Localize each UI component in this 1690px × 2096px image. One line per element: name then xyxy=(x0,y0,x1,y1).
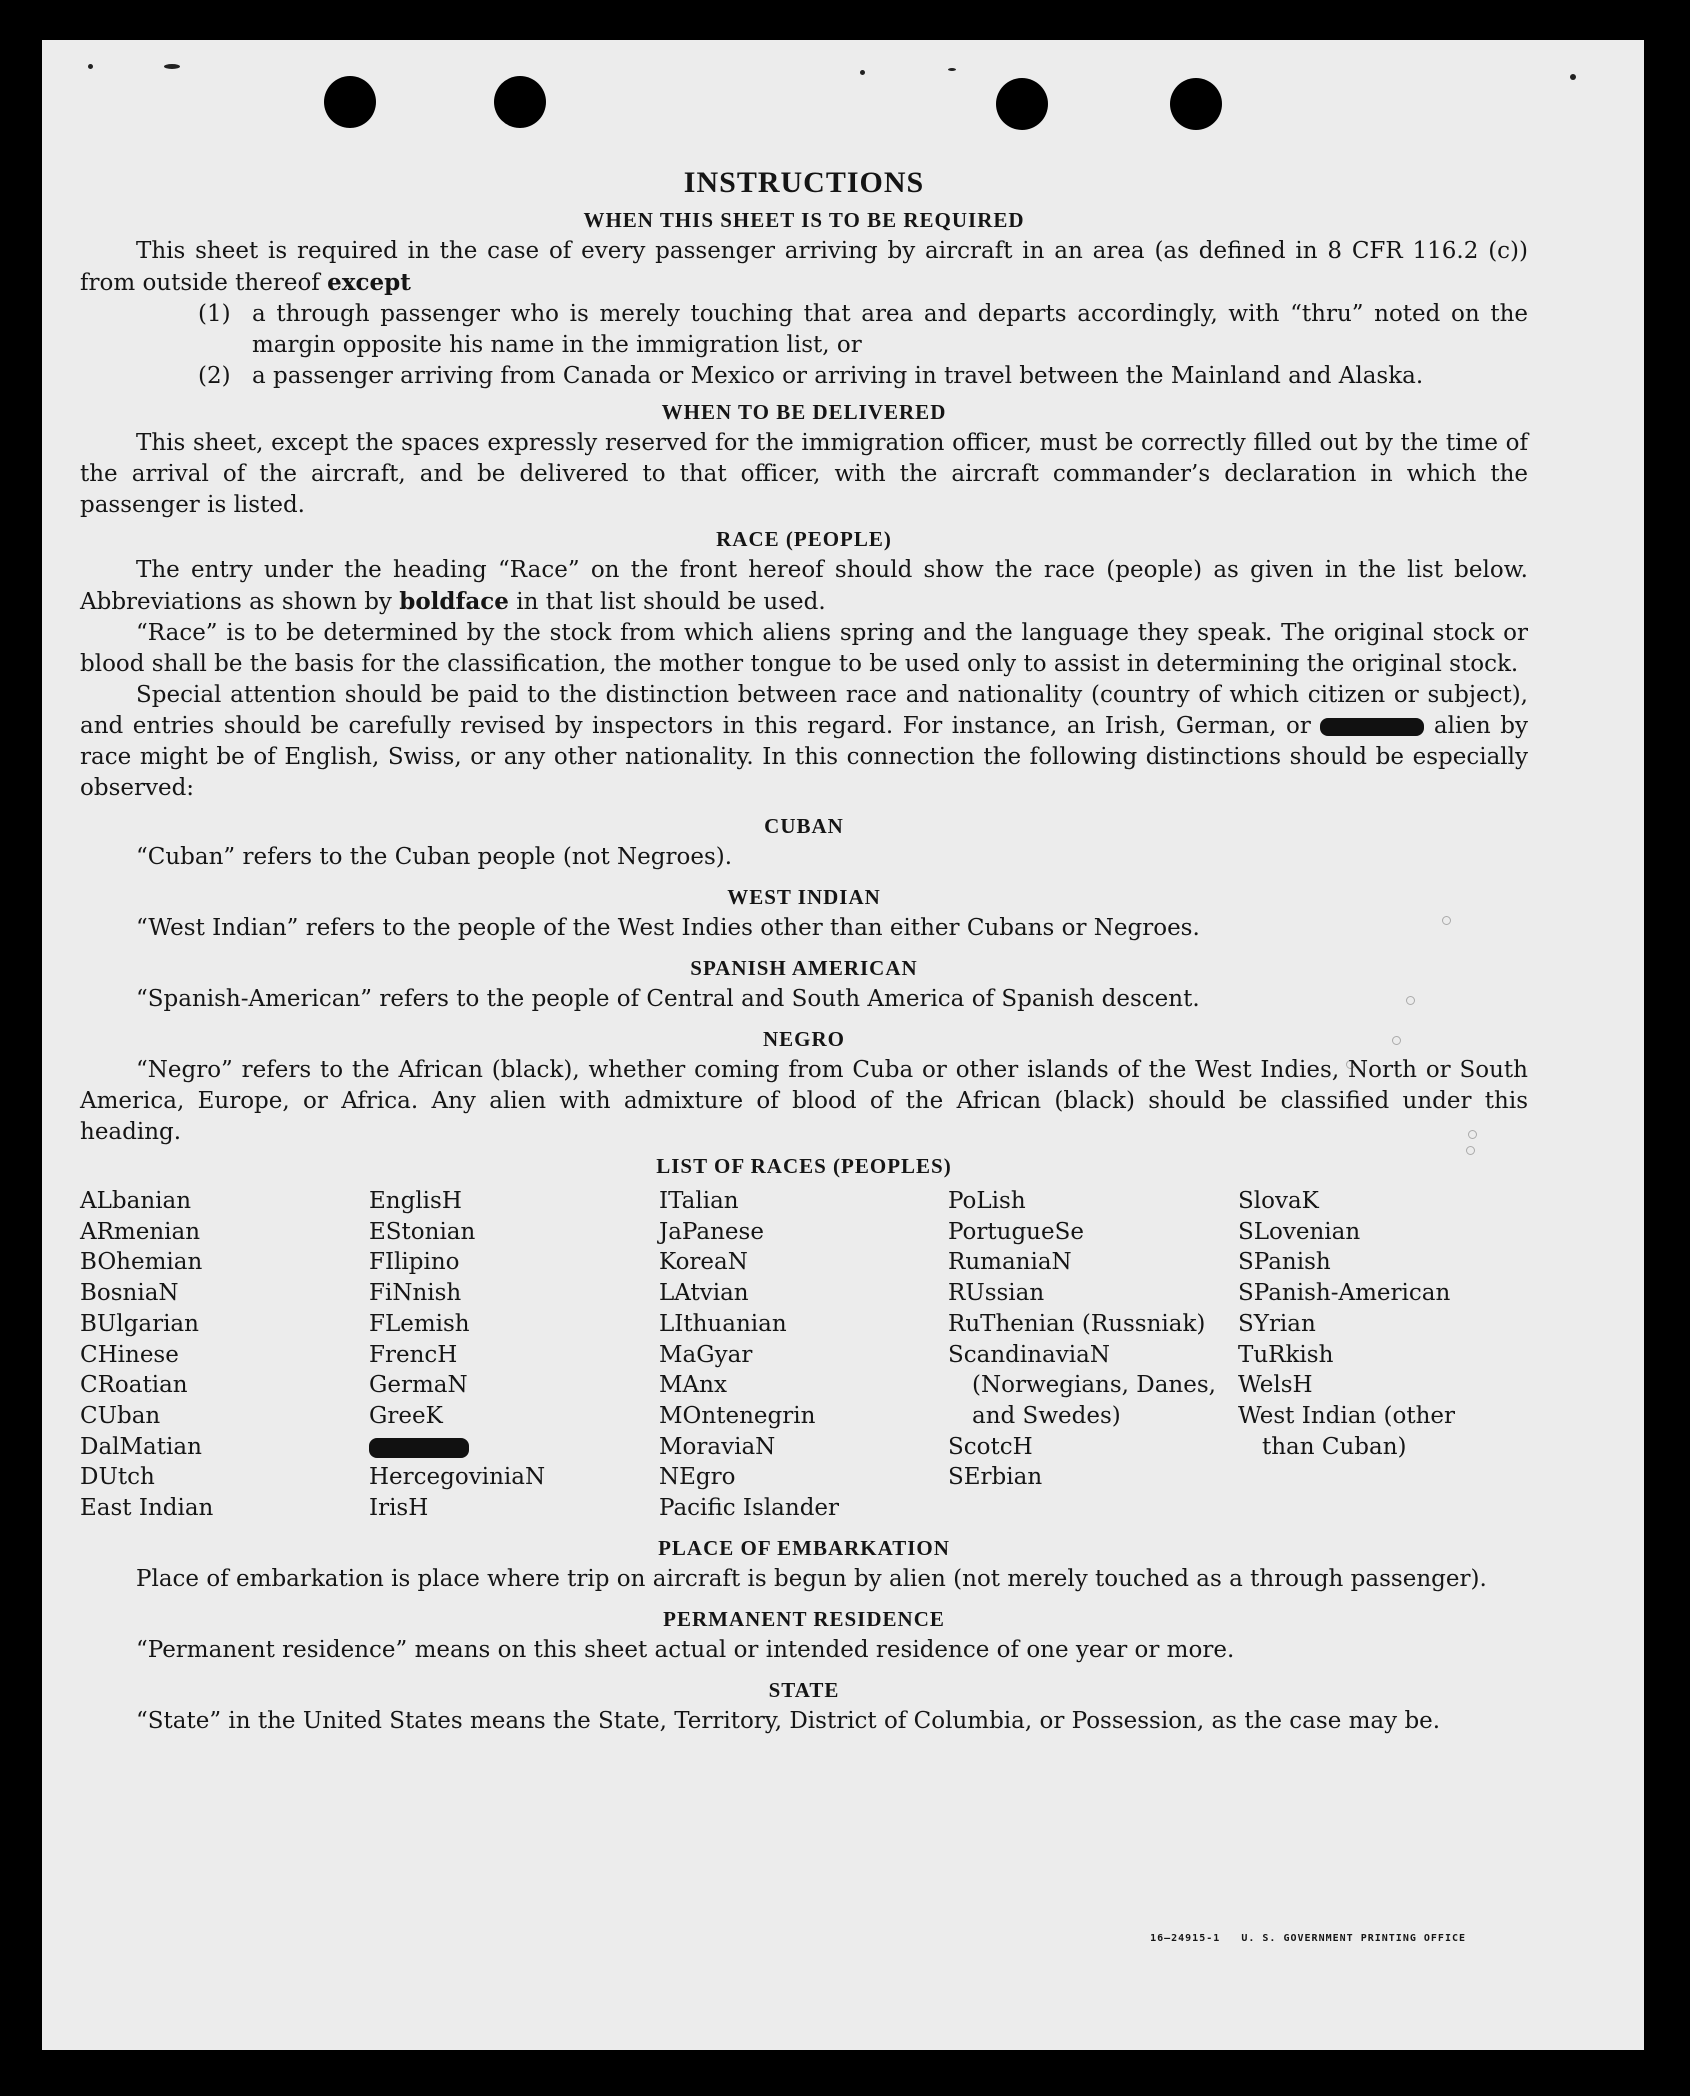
race-column-4 xyxy=(948,1186,1238,1524)
punch-hole xyxy=(324,76,376,128)
section-heading-list: LIST OF RACES (PEOPLES) xyxy=(656,1154,952,1178)
race-item: CRoatian xyxy=(80,1372,188,1399)
race-item: JaPanese xyxy=(659,1218,764,1245)
race-item: GermaN xyxy=(369,1372,468,1399)
section-heading-embarkation: PLACE OF EMBARKATION xyxy=(658,1535,950,1560)
dust-speck xyxy=(948,68,956,71)
race-item: LAtvian xyxy=(659,1280,749,1307)
race-item: KoreaN xyxy=(659,1249,748,1276)
race-item: EStonian xyxy=(369,1218,476,1245)
race-item: LIthuanian xyxy=(659,1310,787,1337)
race-item: PoLish xyxy=(948,1188,1026,1214)
race-item: MAnx xyxy=(659,1372,727,1399)
race-item: BOhemian xyxy=(80,1249,203,1276)
race-item: CHinese xyxy=(80,1341,179,1368)
race-item: SErbian xyxy=(948,1464,1043,1491)
race-item: PortugueSe xyxy=(948,1218,1084,1245)
redaction-mark xyxy=(1320,718,1424,736)
race-item: HercegoviniaN xyxy=(369,1464,546,1491)
race-item: West Indian (other than Cuban) xyxy=(1238,1402,1456,1460)
race-item: East Indian xyxy=(80,1495,214,1522)
section-heading-delivered: WHEN TO BE DELIVERED xyxy=(661,400,947,424)
race-item: ScandinaviaN (Norwegians, Danes, and Swedes) xyxy=(948,1341,1216,1429)
punch-hole xyxy=(1170,78,1222,130)
section-heading-spanish-american: SPANISH AMERICAN xyxy=(690,956,918,980)
print-footer xyxy=(1150,1933,1466,1944)
race-item: TuRkish xyxy=(1238,1341,1334,1368)
punch-hole xyxy=(494,76,546,128)
west-indian-text: “West Indian” refers to the people of the West Indies other than either Cubans or Negroes. xyxy=(136,915,1200,941)
race-item: RumaniaN xyxy=(948,1249,1072,1276)
residence-text: “Permanent residence” means on this sheet actual or intended residence of one year or more. xyxy=(136,1636,1235,1663)
printer-name: U. S. GOVERNMENT PRINTING OFFICE xyxy=(1241,1933,1466,1944)
race-item: ScotcH xyxy=(948,1433,1033,1460)
race-item: BosniaN xyxy=(80,1280,179,1307)
exception-item-1 xyxy=(198,299,1528,361)
race-item: BUlgarian xyxy=(80,1310,199,1337)
dust-speck xyxy=(1570,74,1576,80)
race-item: DUtch xyxy=(80,1464,155,1491)
race-item: ARmenian xyxy=(80,1218,201,1245)
document-page xyxy=(42,40,1644,2050)
race-column-1 xyxy=(80,1186,369,1524)
race-item: MOntenegrin xyxy=(659,1402,816,1429)
race-paragraph-3: Special attention should be paid to the distinction between race and nationality (country of which citizen or subject), and entries should be carefully revised by inspectors in this regard. For instance, an Irish, German, or alien by race might be of English, Swiss, or any other nationality. In this connection the following distinctions should be especially observed: xyxy=(80,682,1528,801)
dust-speck xyxy=(860,70,865,75)
race-item: SlovaK xyxy=(1238,1188,1319,1214)
race-item-redacted xyxy=(369,1432,659,1463)
race-column-2 xyxy=(369,1186,659,1524)
race-item: ALbanian xyxy=(80,1188,192,1214)
race-item: RuThenian (Russniak) xyxy=(948,1310,1206,1337)
form-number: 16—24915-1 xyxy=(1150,1933,1221,1944)
race-item: CUban xyxy=(80,1402,161,1429)
negro-text: “Negro” refers to the African (black), whether coming from Cuba or other islands of the West Indies, North or South America, Europe, or Africa. Any alien with admixture of blood of the African (black) should be classified under this heading. xyxy=(80,1057,1528,1145)
section-heading-race: RACE (PEOPLE) xyxy=(716,527,892,551)
delivered-text: This sheet, except the spaces expressly reserved for the immigration officer, must be correctly filled out by the time of the arrival of the aircraft, and be delivered to that officer, with the aircraft commander’s declaration in which the passenger is listed. xyxy=(80,430,1528,518)
race-item: SPanish xyxy=(1238,1249,1331,1276)
race-paragraph-1: The entry under the heading “Race” on the front hereof should show the race (people) as given in the list below. Abbreviations as shown by boldface in that list should be used. xyxy=(80,557,1528,615)
race-paragraph-2: “Race” is to be determined by the stock from which aliens spring and the language they speak. The original stock or blood shall be the basis for the classification, the mother tongue to be used only to assist in determining the original stock. xyxy=(80,620,1528,677)
redaction-mark xyxy=(369,1438,469,1458)
dust-speck xyxy=(88,64,93,69)
race-item: IrisH xyxy=(369,1495,429,1522)
instructions-body xyxy=(80,164,1528,1737)
item-text: a through passenger who is merely touching that area and departs accordingly, with “thru” noted on the margin opposite his name in the immigration list, or xyxy=(252,301,1528,358)
item-text: a passenger arriving from Canada or Mexico or arriving in travel between the Mainland and Alaska. xyxy=(252,363,1424,389)
item-number: (1) xyxy=(198,301,231,327)
item-number: (2) xyxy=(198,363,231,389)
race-item: FLemish xyxy=(369,1310,470,1337)
race-item: Pacific Islander xyxy=(659,1495,840,1522)
race-item: SPanish-American xyxy=(1238,1280,1451,1307)
section-heading-negro: NEGRO xyxy=(762,1027,845,1051)
section-heading-state: STATE xyxy=(768,1677,840,1702)
exception-item-2 xyxy=(198,361,1528,392)
race-item: MaGyar xyxy=(659,1341,753,1368)
state-text: “State” in the United States means the State, Territory, District of Columbia, or Possession, as the case may be. xyxy=(136,1707,1441,1734)
race-item: SLovenian xyxy=(1238,1218,1361,1245)
race-item: FiNnish xyxy=(369,1280,462,1307)
race-item: MoraviaN xyxy=(659,1433,776,1460)
section-heading-west-indian: WEST INDIAN xyxy=(727,885,881,909)
race-item: WelsH xyxy=(1238,1372,1313,1399)
cuban-text: “Cuban” refers to the Cuban people (not Negroes). xyxy=(136,844,733,870)
spanish-american-text: “Spanish-American” refers to the people of Central and South America of Spanish descent. xyxy=(136,986,1200,1012)
page-title: INSTRUCTIONS xyxy=(683,166,925,199)
embarkation-text: Place of embarkation is place where trip on aircraft is begun by alien (not merely touched as a through passenger). xyxy=(136,1565,1487,1592)
race-item: SYrian xyxy=(1238,1310,1316,1337)
section-heading-required: WHEN THIS SHEET IS TO BE REQUIRED xyxy=(583,208,1025,232)
race-item: RUssian xyxy=(948,1280,1045,1307)
race-item: GreeK xyxy=(369,1402,443,1429)
race-item: ITalian xyxy=(659,1188,739,1214)
dust-speck xyxy=(164,64,180,69)
race-item: DalMatian xyxy=(80,1433,202,1460)
race-list xyxy=(80,1186,1528,1524)
race-column-3 xyxy=(659,1186,948,1524)
race-item: FIlipino xyxy=(369,1249,460,1276)
punch-hole xyxy=(996,78,1048,130)
section-heading-residence: PERMANENT RESIDENCE xyxy=(663,1606,945,1631)
race-column-5 xyxy=(1238,1186,1528,1524)
race-item: NEgro xyxy=(659,1464,736,1491)
required-intro: This sheet is required in the case of every passenger arriving by aircraft in an area (as defined in 8 CFR 116.2 (c)) from outside thereof except xyxy=(80,238,1528,296)
section-heading-cuban: CUBAN xyxy=(764,814,844,838)
race-item: EnglisH xyxy=(369,1188,462,1214)
race-item: FrencH xyxy=(369,1341,458,1368)
